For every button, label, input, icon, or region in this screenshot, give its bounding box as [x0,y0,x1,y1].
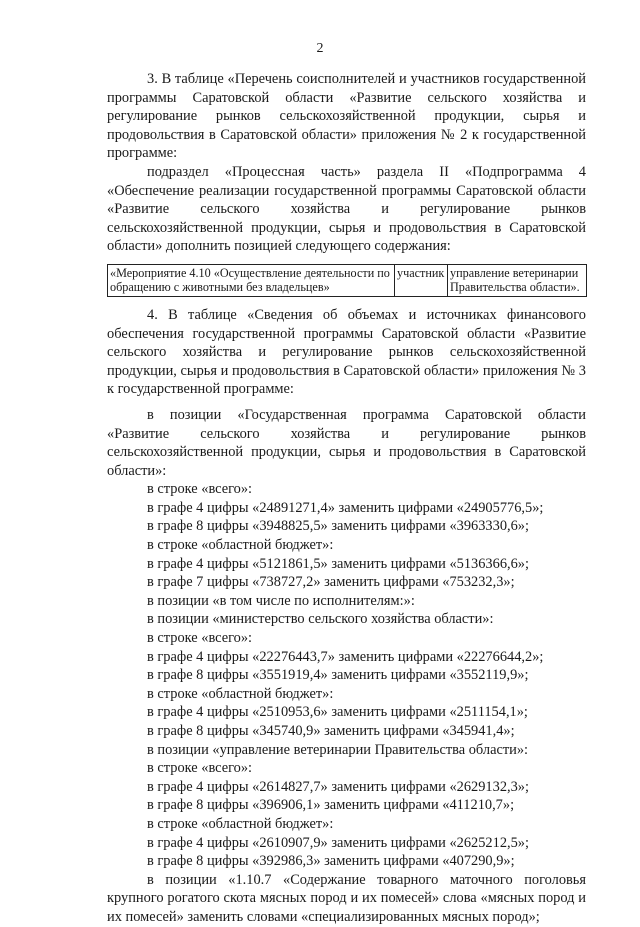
page-number: 2 [316,41,324,56]
list-item: в графе 8 цифры «345740,9» заменить цифрами «345941,4»; [147,723,515,739]
document-body [107,70,586,927]
role-cell: участник [395,264,448,296]
list-item: в графе 4 цифры «2510953,6» заменить цифрами «2511154,1»; [147,704,528,721]
table-row [108,264,587,296]
list-item: в графе 8 цифры «3551919,4» заменить цифрами «3552119,9»; [147,667,529,684]
list-item: в графе 4 цифры «24891271,4» заменить цифрами «24905776,5»; [147,499,544,516]
item-4-final: в позиции «1.10.7 «Содержание товарного маточного поголовья крупного рогатого скота мясных пород и их помесей» слова «мясных пород и их помесей» заменить словами «специализированных мясных пород»; [107,871,586,925]
list-item: в графе 8 цифры «3948825,5» заменить цифрами «3963330,6»; [147,518,529,535]
list-item: в позиции «министерство сельского хозяйства области»: [147,611,494,628]
list-item: в графе 4 цифры «22276443,7» заменить цифрами «22276644,2»; [147,648,544,665]
inserted-position-table [107,264,587,297]
amendment-lines [107,480,586,870]
item-3-intro: 3. В таблице «Перечень соисполнителей и участников государственной программы Саратовской области «Развитие сельского хозяйства и регулирование рынков сельскохозяйственной продукции, сырья и продовольствия в Саратовской области» приложения № 2 к государственной программе: [107,71,586,162]
list-item: в графе 4 цифры «2614827,7» заменить цифрами «2629132,3»; [147,778,529,795]
measure-cell: «Мероприятие 4.10 «Осуществление деятельности по обращению с животными без владельцев» [108,264,395,296]
list-item: в графе 8 цифры «392986,3» заменить цифрами «407290,9»; [147,853,515,870]
list-item: в графе 4 цифры «5121861,5» заменить цифрами «5136366,6»; [147,555,529,572]
list-item: в позиции «управление ветеринарии Правительства области»: [147,741,529,758]
item-3-subsection: подраздел «Процессная часть» раздела II «Подпрограмма 4 «Обеспечение реализации государственной программы Саратовской области «Развитие сельского хозяйства и регулирование рынков сельскохозяйственной продукции, сырья и продовольствия в Саратовской области» дополнить позицией следующего содержания: [107,163,586,255]
agency-cell: управление ветеринарии Правительства области». [448,264,587,296]
list-item: в строке «всего»: [147,630,253,647]
list-item: в строке «всего»: [147,481,253,498]
list-item: в строке «областной бюджет»: [147,685,334,702]
list-item: в позиции «в том числе по исполнителям:»: [147,592,415,609]
list-item: в графе 8 цифры «396906,1» заменить цифрами «411210,7»; [147,797,515,814]
list-item: в строке «областной бюджет»: [147,537,334,554]
list-item: в строке «областной бюджет»: [147,815,334,832]
list-item: в строке «всего»: [147,760,253,777]
list-item: в графе 7 цифры «738727,2» заменить цифрами «753232,3»; [147,574,515,591]
list-item: в графе 4 цифры «2610907,9» заменить цифрами «2625212,5»; [147,834,529,851]
item-4-intro: 4. В таблице «Сведения об объемах и источниках финансового обеспечения государственной программы Саратовской области «Развитие сельского хозяйства и регулирование рынков сельскохозяйственной продукции, сырья и продовольствия в Саратовской области» приложения № 3 к государственной программе: [107,306,586,398]
item-4-position: в позиции «Государственная программа Саратовской области «Развитие сельского хозяйства и регулирование рынков сельскохозяйственной продукции, сырья и продовольствия в Саратовской области»: [107,406,586,479]
